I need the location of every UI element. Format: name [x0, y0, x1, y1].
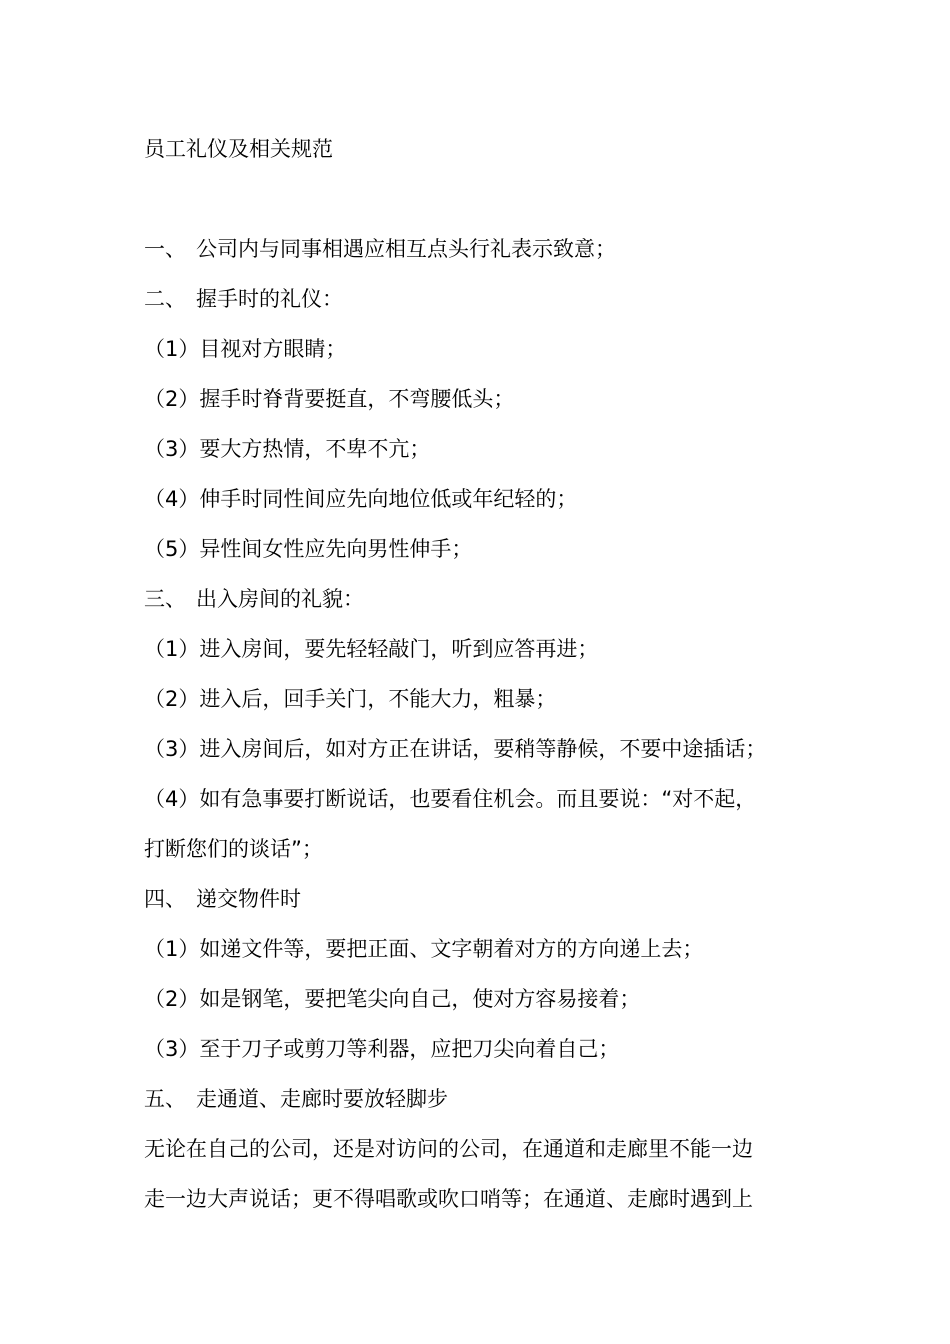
document-body — [144, 234, 816, 1234]
section-text: 递交物件时 — [196, 887, 301, 911]
list-item: （3）至于刀子或剪刀等利器，应把刀尖向着自己； — [144, 1037, 620, 1061]
section-text: 走通道、走廊时要放轻脚步 — [196, 1087, 448, 1111]
list-item: （1）如递文件等，要把正面、文字朝着对方的方向递上去； — [144, 937, 704, 961]
list-item: （1）进入房间，要先轻轻敲门，听到应答再进； — [144, 637, 599, 661]
section-number: 五、 — [144, 1087, 186, 1111]
list-item: （2）如是钢笔，要把笔尖向自己，使对方容易接着； — [144, 987, 641, 1011]
list-item: （2）握手时脊背要挺直，不弯腰低头； — [144, 387, 515, 411]
paragraph-line: 无论在自己的公司，还是对访问的公司，在通道和走廊里不能一边 — [144, 1137, 753, 1161]
section-text: 公司内与同事相遇应相互点头行礼表示致意； — [196, 237, 616, 261]
section-number: 四、 — [144, 887, 186, 911]
section-heading-3 — [144, 584, 816, 634]
list-item: （5）异性间女性应先向男性伸手； — [144, 537, 473, 561]
section-heading-5 — [144, 1084, 816, 1134]
section-heading-2 — [144, 284, 816, 334]
document-title: 员工礼仪及相关规范 — [144, 137, 333, 161]
list-item: （4）如有急事要打断说话，也要看住机会。而且要说：“对不起， — [144, 787, 757, 811]
list-item: （3）要大方热情，不卑不亢； — [144, 437, 431, 461]
section-text: 握手时的礼仪： — [196, 287, 343, 311]
section-heading-4 — [144, 884, 816, 934]
section-heading-1 — [144, 234, 816, 284]
section-number: 二、 — [144, 287, 186, 311]
list-item: （2）进入后，回手关门，不能大力，粗暴； — [144, 687, 557, 711]
section-number: 一、 — [144, 237, 186, 261]
list-item: （3）进入房间后，如对方正在讲话，要稍等静候，不要中途插话； — [144, 737, 767, 761]
list-item: （1）目视对方眼睛； — [144, 337, 347, 361]
list-item: （4）伸手时同性间应先向地位低或年纪轻的； — [144, 487, 578, 511]
paragraph-line: 走一边大声说话；更不得唱歌或吹口哨等；在通道、走廊时遇到上 — [144, 1187, 753, 1211]
section-text: 出入房间的礼貌： — [196, 587, 364, 611]
list-item-continuation: 打断您们的谈话”； — [144, 837, 323, 861]
section-number: 三、 — [144, 587, 186, 611]
